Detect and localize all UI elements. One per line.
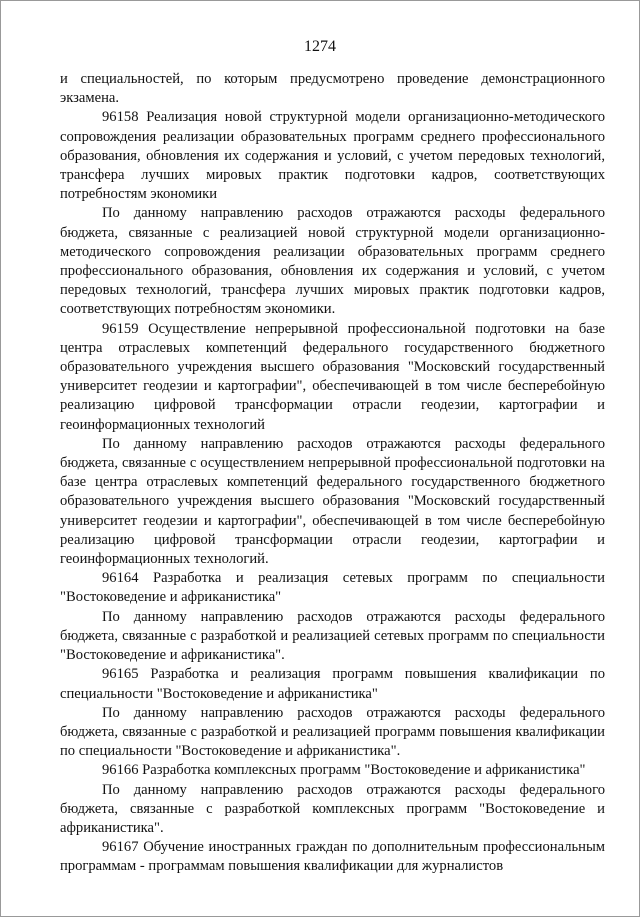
paragraph-description-96166: По данному направлению расходов отражаются расходы федерального бюджета, связанные с разработкой комплексных программ "Востоковедение и африканистика".: [60, 781, 605, 836]
paragraph-continuation: и специальностей, по которым предусмотрено проведение демонстрационного экзамена.: [60, 71, 605, 107]
paragraph-heading-96166: 96166 Разработка комплексных программ "Востоковедение и африканистика": [102, 762, 586, 779]
page-number: 1274: [304, 38, 336, 55]
paragraph-heading-96165: 96165 Разработка и реализация программ повышения квалификации по специальности "Востоковедение и африканистика": [60, 666, 605, 702]
paragraph-heading-96159: 96159 Осуществление непрерывной профессиональной подготовки на базе центра отраслевых компетенций федерального государственного бюджетного образовательного учреждения высшего образования "Московский государственный университет геодезии и картографии", обеспечивающей в том числе бесперебойную реализацию цифровой трансформации отрасли геодезии, картографии и геоинформационных технологий: [60, 320, 605, 433]
paragraph-heading-96158: 96158 Реализация новой структурной модели организационно-методического сопровождения реализации образовательных программ среднего профессионального образования, обновления их содержания и условий, с учетом передовых технологий, трансфера лучших мировых практик подготовки кадров, соответствующих потребностям экономики: [60, 109, 605, 203]
paragraph-description-96165: По данному направлению расходов отражаются расходы федерального бюджета, связанные с разработкой и реализацией программ повышения квалификации по специальности "Востоковедение и африканистика".: [60, 704, 605, 760]
paragraph-heading-96164: 96164 Разработка и реализация сетевых программ по специальности "Востоковедение и африканистика": [60, 570, 605, 606]
paragraph-description-96159: По данному направлению расходов отражаются расходы федерального бюджета, связанные с осуществлением непрерывной профессиональной подготовки на базе центра отраслевых компетенций федерального государственного бюджетного образовательного учреждения высшего образования "Московский государственный университет геодезии и картографии", обеспечивающей в том числе бесперебойную реализацию цифровой трансформации отрасли геодезии, картографии и геоинформационных технологий.: [60, 435, 605, 568]
paragraph-heading-96167: 96167 Обучение иностранных граждан по дополнительным профессиональным программам - программам повышения квалификации для журналистов: [60, 839, 605, 875]
paragraph-description-96158: По данному направлению расходов отражаются расходы федерального бюджета, связанные с реализацией новой структурной модели организационно-методического сопровождения реализации образовательных программ среднего профессионального образования, обновления их содержания и условий, с учетом передовых технологий, трансфера лучших мировых практик подготовки кадров, соответствующих потребностям экономики.: [60, 205, 605, 318]
paragraph-description-96164: По данному направлению расходов отражаются расходы федерального бюджета, связанные с разработкой и реализацией сетевых программ по специальности "Востоковедение и африканистика".: [60, 608, 605, 664]
document-body: [60, 70, 605, 877]
